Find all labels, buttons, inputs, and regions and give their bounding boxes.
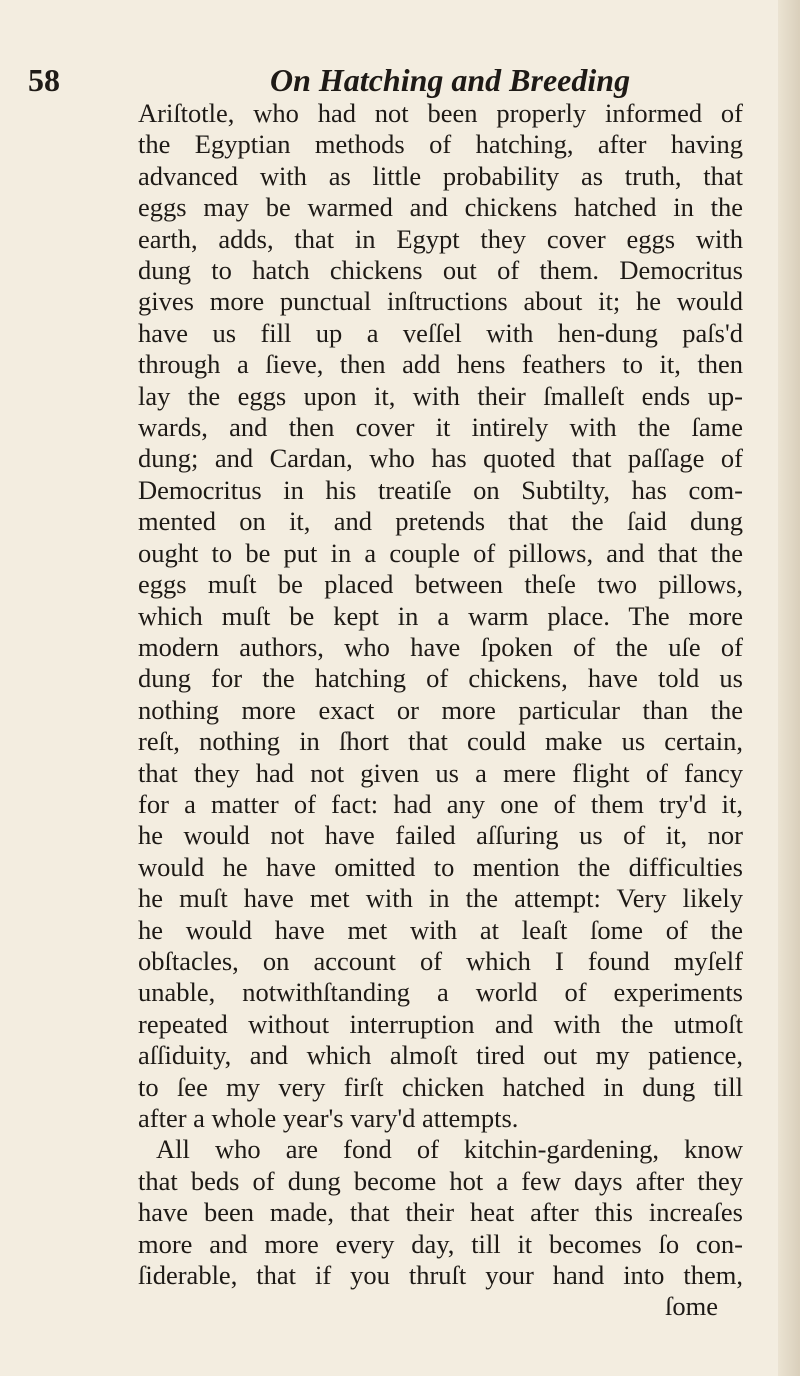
- text-line: aſſiduity, and which almoſt tired out my patience,: [138, 1040, 743, 1071]
- text-line: for a matter of fact: had any one of them try'd it,: [138, 788, 743, 819]
- text-line: repeated without interruption and with the utmoſt: [138, 1008, 743, 1039]
- page-edge: [778, 0, 800, 1376]
- text-line: wards, and then cover it intirely with the ſame: [138, 412, 743, 443]
- text-line: Democritus in his treatiſe on Subtilty, has com-: [138, 474, 743, 505]
- text-line: after a whole year's vary'd attempts.: [138, 1103, 519, 1133]
- page-header: [28, 60, 768, 100]
- text-line: that they had not given us a mere flight of fancy: [138, 757, 743, 788]
- text-line: earth, adds, that in Egypt they cover eggs with: [138, 223, 743, 254]
- text-line: eggs muſt be placed between theſe two pillows,: [138, 569, 743, 600]
- running-head: On Hatching and Breeding: [270, 62, 631, 98]
- text-line: to ſee my very firſt chicken hatched in dung till: [138, 1071, 743, 1102]
- text-line: through a ſieve, then add hens feathers to it, then: [138, 349, 743, 380]
- text-line: reſt, nothing in ſhort that could make us certain,: [138, 726, 743, 757]
- text-line: more and more every day, till it becomes ſo con-: [138, 1228, 743, 1259]
- text-line: he muſt have met with in the attempt: Very likely: [138, 883, 743, 914]
- text-line: dung for the hatching of chickens, have told us: [138, 663, 743, 694]
- text-line: eggs may be warmed and chickens hatched in the: [138, 192, 743, 223]
- text-line: obſtacles, on account of which I found myſelf: [138, 945, 743, 976]
- text-line: ſiderable, that if you thruſt your hand into them,: [138, 1260, 743, 1291]
- text-line: nothing more exact or more particular than the: [138, 694, 743, 725]
- text-line: the Egyptian methods of hatching, after having: [138, 129, 743, 160]
- text-line: dung to hatch chickens out of them. Democritus: [138, 255, 743, 286]
- text-line: mented on it, and pretends that the ſaid dung: [138, 506, 743, 537]
- body-text: [138, 98, 743, 1323]
- text-line: which muſt be kept in a warm place. The more: [138, 600, 743, 631]
- page-number: 58: [28, 62, 60, 98]
- text-line: ought to be put in a couple of pillows, and that the: [138, 537, 743, 568]
- text-line: would he have omitted to mention the difficulties: [138, 851, 743, 882]
- text-line: advanced with as little probability as truth, that: [138, 160, 743, 191]
- text-line: he would have met with at leaſt ſome of the: [138, 914, 743, 945]
- text-line: lay the eggs upon it, with their ſmalleſt ends up-: [138, 380, 743, 411]
- text-line: have us fill up a veſſel with hen-dung paſs'd: [138, 317, 743, 348]
- text-line: unable, notwithſtanding a world of experiments: [138, 977, 743, 1008]
- text-line: modern authors, who have ſpoken of the uſe of: [138, 631, 743, 662]
- text-line: Ariſtotle, who had not been properly informed of: [138, 98, 743, 128]
- text-line: dung; and Cardan, who has quoted that paſſage of: [138, 443, 743, 474]
- text-line: he would not have failed aſſuring us of it, nor: [138, 820, 743, 851]
- text-line: have been made, that their heat after this increaſes: [138, 1197, 743, 1228]
- catchword: ſome: [665, 1291, 718, 1322]
- text-line: gives more punctual inſtructions about it; he would: [138, 286, 743, 317]
- text-line: that beds of dung become hot a few days after they: [138, 1165, 743, 1196]
- text-line: All who are fond of kitchin-gardening, know: [156, 1134, 743, 1165]
